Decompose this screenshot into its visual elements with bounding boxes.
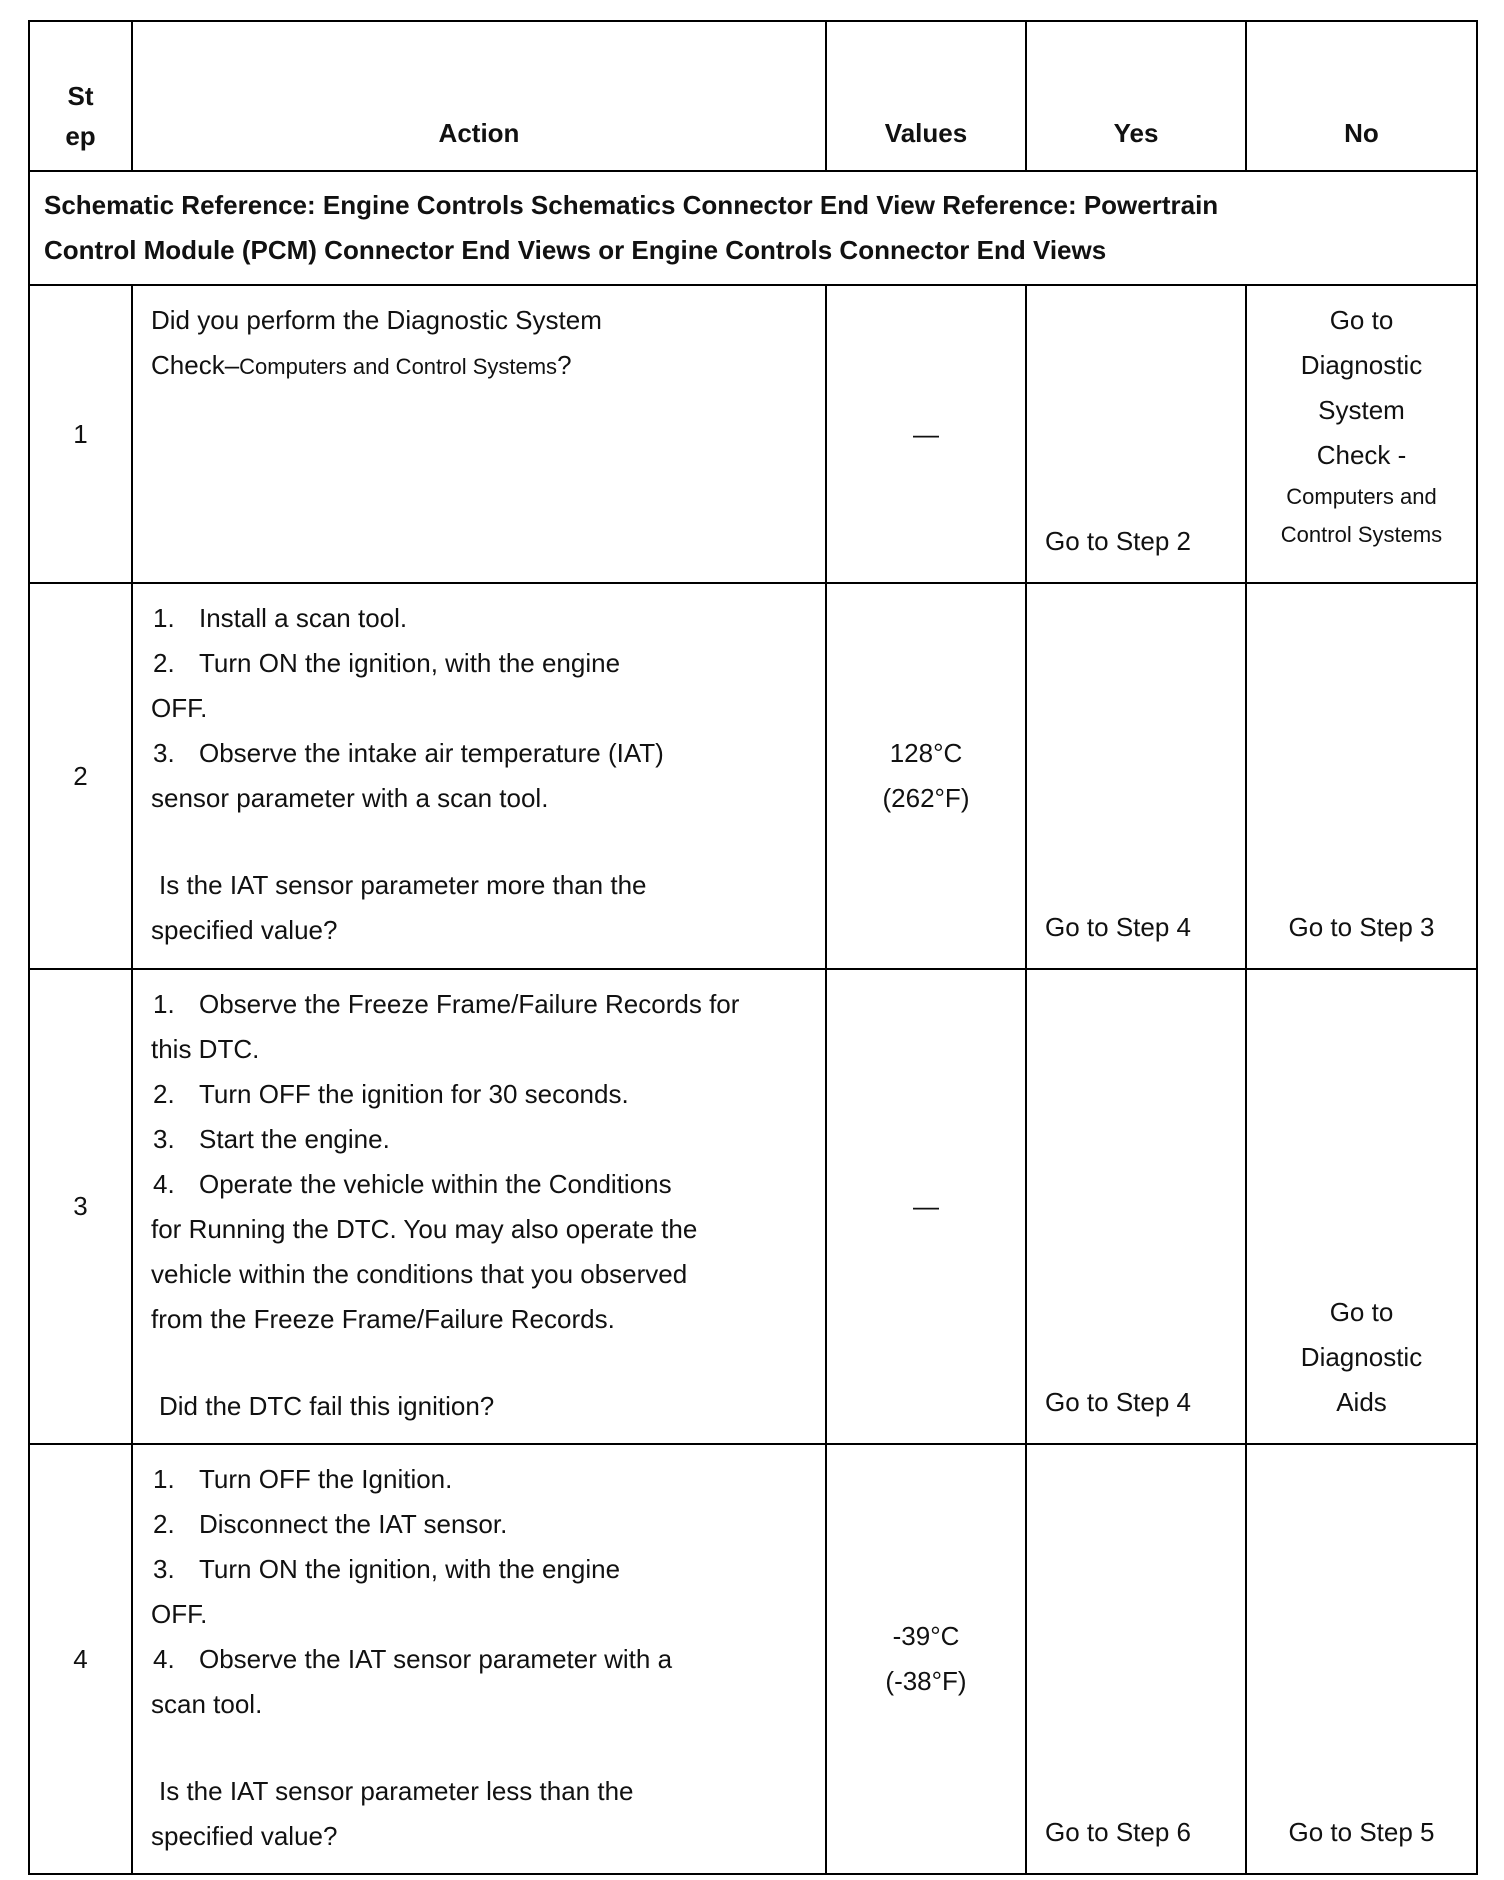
- diagnostic-table: [28, 20, 1478, 1875]
- action-question: Is the IAT sensor parameter less than the: [159, 1776, 634, 1806]
- action-step: [151, 1547, 807, 1592]
- action-step: [151, 731, 807, 776]
- reference-line-2: Control Module (PCM) Connector End Views or Engine Controls Connector End Views: [44, 235, 1107, 265]
- step-number: 3: [29, 969, 132, 1444]
- value-cell: [826, 1444, 1026, 1874]
- action-step: [151, 1162, 807, 1207]
- action-step: [151, 982, 807, 1027]
- action-step-number: 1.: [153, 989, 175, 1019]
- header-yes: [1026, 21, 1246, 171]
- no-cell: [1246, 285, 1477, 583]
- value-line: 128°C: [889, 738, 963, 768]
- value-line: -39°C: [892, 1621, 960, 1651]
- action-step-text: Start the engine.: [199, 1124, 390, 1154]
- header-values: [826, 21, 1026, 171]
- no-line: System: [1318, 395, 1405, 425]
- action-step-continued: this DTC.: [151, 1034, 260, 1064]
- reference-line-1: Schematic Reference: Engine Controls Schematics Connector End View Reference: Powertrain: [44, 190, 1219, 220]
- action-link-text: Computers and Control Systems: [239, 354, 558, 379]
- value-cell: —: [826, 969, 1026, 1444]
- action-step: [151, 1072, 807, 1117]
- no-link: Go to Step 5: [1288, 1817, 1435, 1847]
- header-action-label: Action: [438, 118, 520, 148]
- header-step: [29, 21, 132, 171]
- action-question: specified value?: [151, 915, 338, 945]
- table-row: [29, 583, 1477, 969]
- header-no-label: No: [1344, 118, 1379, 148]
- no-line: Diagnostic: [1300, 350, 1423, 380]
- no-line: Check -: [1316, 440, 1407, 470]
- action-question: Is the IAT sensor parameter more than the: [159, 870, 647, 900]
- no-cell: [1246, 1444, 1477, 1874]
- action-step-text: Turn ON the ignition, with the engine: [199, 1554, 621, 1584]
- header-step-line2: ep: [65, 121, 96, 151]
- no-line: Computers and: [1286, 484, 1437, 509]
- action-step-number: 3.: [153, 1124, 175, 1154]
- step-number: 1: [29, 285, 132, 583]
- header-yes-label: Yes: [1113, 118, 1159, 148]
- action-cell: [132, 969, 826, 1444]
- spacer: [151, 1342, 807, 1384]
- value-line: (-38°F): [885, 1666, 967, 1696]
- yes-link: Go to Step 4: [1045, 912, 1191, 942]
- action-step-continued: vehicle within the conditions that you observed: [151, 1259, 688, 1289]
- action-step: [151, 641, 807, 686]
- action-text: Check–: [151, 350, 240, 380]
- spacer: [151, 1727, 807, 1769]
- header-values-label: Values: [884, 118, 968, 148]
- table-row: [29, 1444, 1477, 1874]
- action-step-number: 4.: [153, 1644, 175, 1674]
- action-step-continued: scan tool.: [151, 1689, 263, 1719]
- action-step-text: Install a scan tool.: [199, 603, 408, 633]
- action-step-text: Observe the IAT sensor parameter with a: [199, 1644, 673, 1674]
- action-step-number: 1.: [153, 603, 175, 633]
- action-step-text: Turn OFF the Ignition.: [199, 1464, 453, 1494]
- action-step-number: 2.: [153, 1079, 175, 1109]
- action-cell: [132, 285, 826, 583]
- action-step-number: 1.: [153, 1464, 175, 1494]
- action-step-text: Observe the Freeze Frame/Failure Records for: [199, 989, 740, 1019]
- value-line: (262°F): [882, 783, 970, 813]
- header-action: [132, 21, 826, 171]
- action-step-text: Observe the intake air temperature (IAT): [199, 738, 664, 768]
- no-line: Diagnostic: [1300, 1342, 1423, 1372]
- header-step-line1: St: [67, 81, 94, 111]
- action-step-continued: OFF.: [151, 693, 208, 723]
- no-line: Aids: [1336, 1387, 1387, 1417]
- action-text: ?: [557, 350, 572, 380]
- yes-link: Go to Step 2: [1045, 526, 1191, 556]
- action-step: [151, 1637, 807, 1682]
- action-step-text: Disconnect the IAT sensor.: [199, 1509, 508, 1539]
- value-cell: —: [826, 285, 1026, 583]
- no-line: Go to: [1329, 305, 1394, 335]
- action-step-text: Turn OFF the ignition for 30 seconds.: [199, 1079, 629, 1109]
- yes-cell: [1026, 969, 1246, 1444]
- yes-cell: [1026, 285, 1246, 583]
- no-line: Go to: [1329, 1297, 1394, 1327]
- action-step-number: 3.: [153, 738, 175, 768]
- yes-cell: [1026, 583, 1246, 969]
- action-step: [151, 1117, 807, 1162]
- spacer: [151, 821, 807, 863]
- action-step-continued: OFF.: [151, 1599, 208, 1629]
- action-step-continued: for Running the DTC. You may also operate the: [151, 1214, 698, 1244]
- action-step-number: 2.: [153, 648, 175, 678]
- no-line: Control Systems: [1280, 522, 1443, 547]
- action-step-continued: from the Freeze Frame/Failure Records.: [151, 1304, 615, 1334]
- action-step-continued: sensor parameter with a scan tool.: [151, 783, 549, 813]
- table-row: [29, 969, 1477, 1444]
- table-row: [29, 285, 1477, 583]
- action-cell: [132, 1444, 826, 1874]
- action-step-number: 3.: [153, 1554, 175, 1584]
- no-cell: [1246, 969, 1477, 1444]
- action-step-number: 4.: [153, 1169, 175, 1199]
- action-line: Did you perform the Diagnostic System: [151, 305, 602, 335]
- action-step: [151, 596, 807, 641]
- no-cell: [1246, 583, 1477, 969]
- value-cell: [826, 583, 1026, 969]
- step-number: 4: [29, 1444, 132, 1874]
- action-line: [151, 343, 807, 389]
- yes-link: Go to Step 6: [1045, 1817, 1191, 1847]
- no-link: Go to Step 3: [1288, 912, 1435, 942]
- reference-row: [29, 171, 1477, 285]
- yes-link: Go to Step 4: [1045, 1387, 1191, 1417]
- action-step: [151, 1502, 807, 1547]
- action-step: [151, 1457, 807, 1502]
- action-cell: [132, 583, 826, 969]
- yes-cell: [1026, 1444, 1246, 1874]
- action-question: Did the DTC fail this ignition?: [159, 1391, 495, 1421]
- action-step-text: Turn ON the ignition, with the engine: [199, 648, 621, 678]
- step-number: 2: [29, 583, 132, 969]
- action-step-text: Operate the vehicle within the Conditions: [199, 1169, 672, 1199]
- header-no: [1246, 21, 1477, 171]
- header-row: [29, 21, 1477, 171]
- action-step-number: 2.: [153, 1509, 175, 1539]
- action-question: specified value?: [151, 1821, 338, 1851]
- schematic-reference: [29, 171, 1477, 285]
